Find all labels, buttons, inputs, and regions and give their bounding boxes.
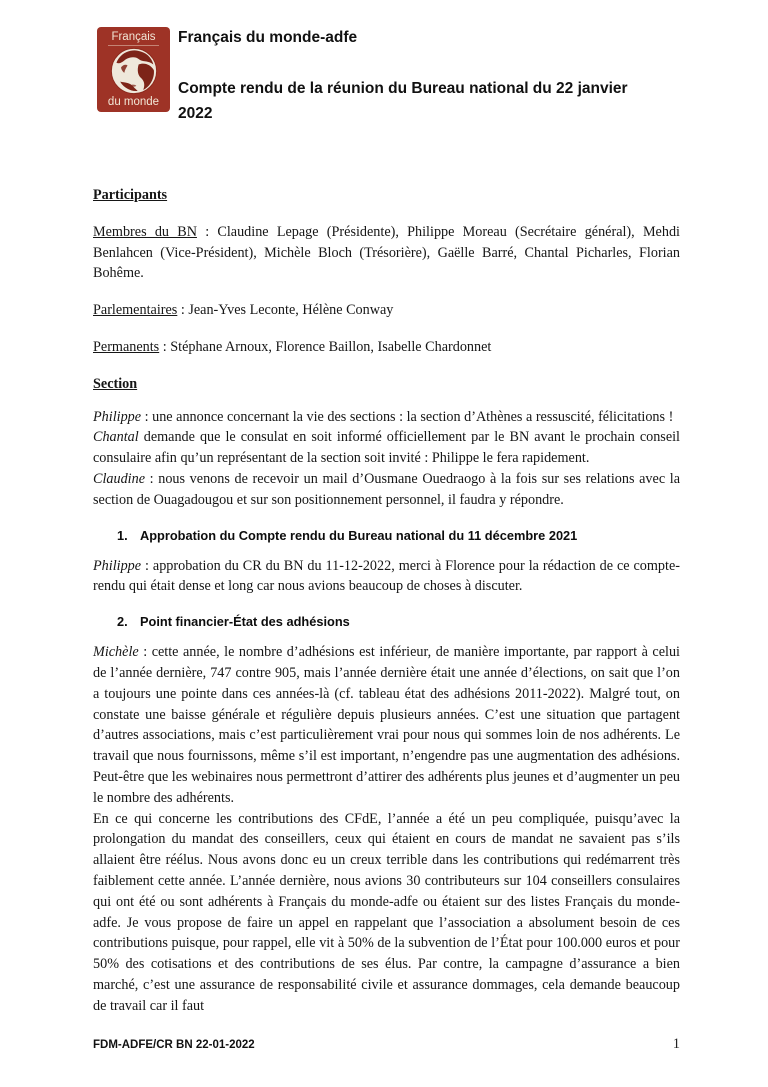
speaker-name: Michèle: [93, 644, 139, 661]
speaker-name: Philippe: [93, 408, 142, 425]
speaker-name: Claudine: [93, 470, 146, 487]
parlementaires-paragraph: Parlementaires : Jean-Yves Leconte, Hélène Conway: [93, 302, 394, 319]
logo-text-bottom: du monde: [107, 96, 160, 108]
doc-title: Compte rendu de la réunion du Bureau national du 22 janvier 2022: [178, 80, 628, 122]
document-header: [97, 27, 666, 126]
document-body: [93, 185, 680, 1033]
membres-label: Membres du BN: [93, 223, 197, 240]
paragraph-contributions: En ce qui concerne les contributions des CFdE, l’année a été un peu compliquée, puisqu’avec la prolongation du mandat des conseillers, ceux qui étaient en cours de mandat ne savaient pas s’ils allaient être réélus. Nous avons donc eu un creux terrible dans les contributions qui redémarrent très faiblement cette année. L’année dernière, nous avions 30 contributeurs sur 104 conseillers consulaires qui ont été ou sont adhérents à Français du monde-adfe ou étaient sur des listes Français du monde-adfe. Je vous propose de faire un appel en rappelant que l’association a absolument besoin de ces contributions puisque, pour rappel, elle vit à 50% de la subvention de l’État pour 100.000 euros et pour 50% des cotisations et des contributions de ses élus. Par contre, la campagne d’assurance a bien marché, c’est une assurance de responsabilité civile et assurance dommages, cela demande beaucoup de travail car il faut: [93, 810, 680, 1014]
speaker-paragraph-chantal: Chantal demande que le consulat en soit informé officiellement par le BN avant le prochain conseil consulaire afin qu’un représentant de la section soit invité : Philippe le fera rapidement.: [93, 429, 680, 467]
org-title: Français du monde-adfe: [178, 29, 358, 46]
permanents-paragraph: Permanents : Stéphane Arnoux, Florence Baillon, Isabelle Chardonnet: [93, 338, 492, 355]
document-footer: [93, 1036, 680, 1053]
globe-icon: [108, 47, 160, 95]
agenda-item-1-heading: [117, 527, 680, 544]
speaker-name: Philippe: [93, 557, 142, 574]
speaker-paragraph-michele: Michèle : cette année, le nombre d’adhésions est inférieur, de manière importante, par rapport à celui de l’année dernière, 747 contre 905, mais l’année dernière était une année d’élections, on sait que l’on a toujours une pointe dans ces années-là (cf. tableau état des adhésions 2011-2022). Malgré tout, on constate une baisse générale et régulière depuis plusieurs années. C’est une situation que partagent d’autres associations, mais c’est particulièrement vrai pour nous qui sommes loin de nos adhérents. Le travail que nous fournissons, même s’il est important, n’engendre pas une augmentation des adhésions. Peut-être que les webinaires nous permettront d’attirer des adhérents plus jeunes et d’augmenter un peu le nombre des adhérents.: [93, 644, 681, 806]
agenda-item-number: 2.: [117, 614, 128, 630]
section-heading: Section: [93, 375, 138, 392]
agenda-item-title: Approbation du Compte rendu du Bureau national du 11 décembre 2021: [140, 527, 578, 543]
parlementaires-label: Parlementaires: [93, 302, 178, 319]
agenda-item-title: Point financier-État des adhésions: [140, 614, 350, 630]
document-reference: FDM-ADFE/CR BN 22-01-2022: [93, 1039, 255, 1051]
header-titles: [178, 27, 666, 126]
membres-paragraph: Membres du BN : Claudine Lepage (Présidente), Philippe Moreau (Secrétaire général), Mehdi Benlahcen (Vice-Président), Michèle Bloch (Trésorière), Gaëlle Barré, Chantal Picharles, Florian Bohême.: [93, 223, 680, 282]
page-number: 1: [672, 1036, 680, 1052]
agenda-item-2-heading: [117, 613, 680, 630]
agenda-item-number: 1.: [117, 527, 128, 543]
permanents-label: Permanents: [93, 338, 160, 355]
org-logo: [97, 27, 170, 112]
logo-text-top: Français: [108, 31, 158, 46]
speaker-paragraph-philippe-2: Philippe : approbation du CR du BN du 11-12-2022, merci à Florence pour la rédaction de ce compte-rendu qui était dense et long car nous avions beaucoup de choses à discuter.: [93, 557, 680, 595]
participants-heading: Participants: [93, 187, 168, 203]
speaker-name: Chantal: [93, 429, 139, 446]
speaker-paragraph-philippe: Philippe : une annonce concernant la vie des sections : la section d’Athènes a ressuscité, félicitations !: [93, 408, 674, 425]
speaker-paragraph-claudine: Claudine : nous venons de recevoir un mail d’Ousmane Ouedraogo à la fois sur ses relations avec la section de Ouagadougou et sur son positionnement personnel, il faudra y répondre.: [93, 470, 680, 508]
